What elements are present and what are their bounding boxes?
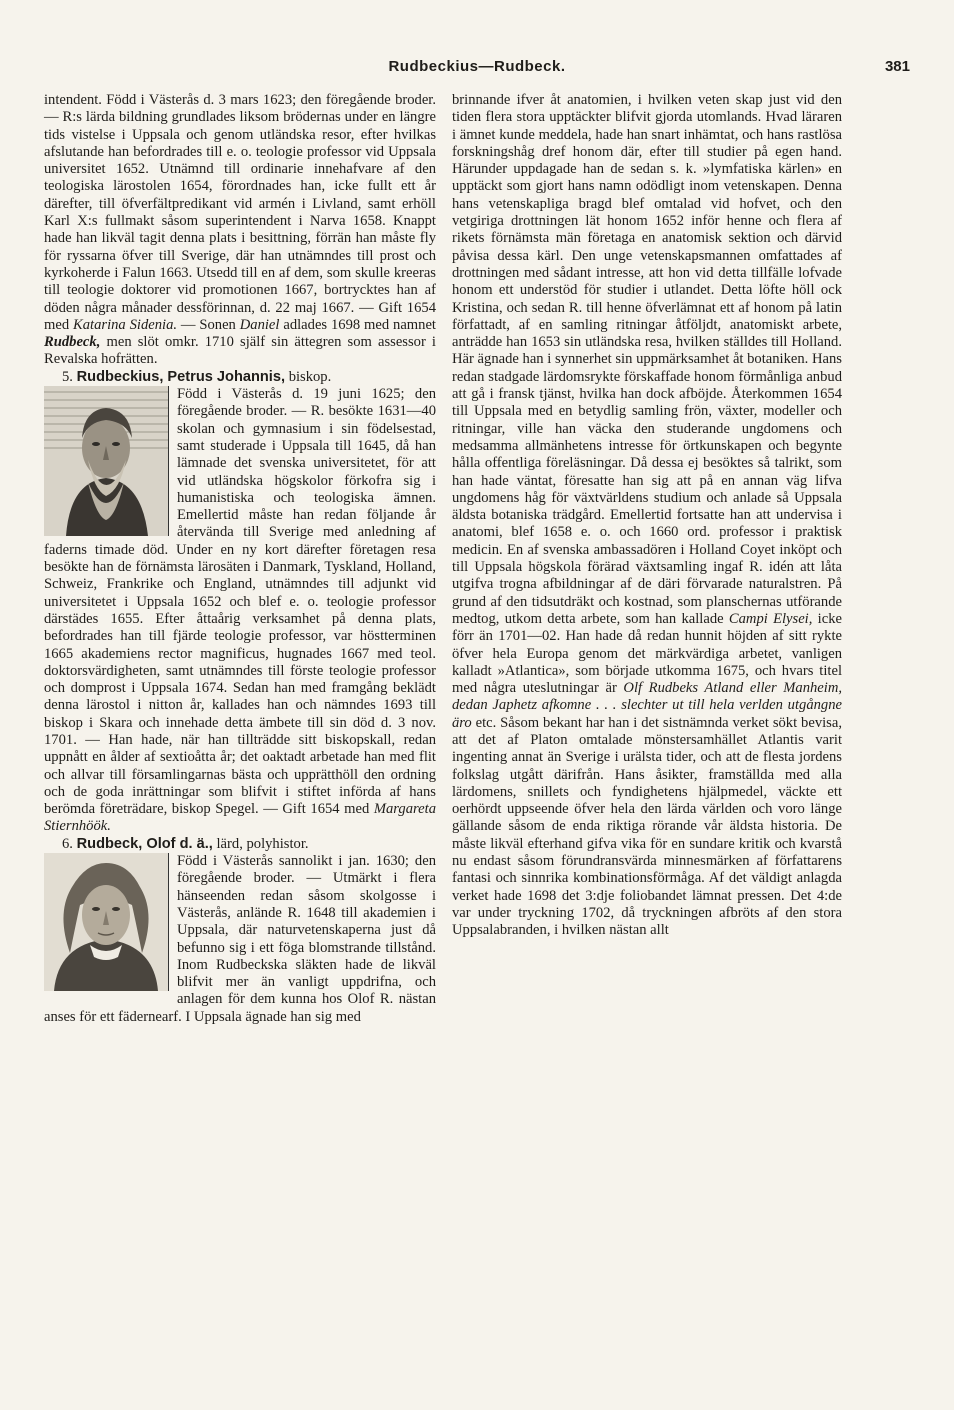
intro-text: intendent. Född i Västerås d. 3 mars 1623; den föregående broder. — R:s lärda bildning grundlades liksom brödernas under en längre tids vistelse i Uppsala och genom utländska resor, efter hvilkas afslutande han befordrades till e. o. teologie professor vid Uppsala universitet 1652. Utnämnd till ordinarie innehafvare af den teologiska lärostolen 1654, förordnades han, icke fullt ett år därefter, till öfverfältpredikant vid armén i Livland, samt erhöll Karl X:s fullmakt såsom superintendent i Narva 1658. Knappt hade han likväl tagit denna plats i besittning, förrän han måste fly för ryssarna öfver till Sverige, där han utnämndes till prost och kyrkoherde i Falun 1663. Utsedd till en af dem, som skulle kreeras till teologie doktorer vid promotionen 1667, bortrycktes han af döden några månader dessförinnan, d. 22 maj 1667. — Gift 1654 med bbox=[44, 92, 436, 333]
right-paragraph bbox=[452, 92, 842, 940]
portrait-engraving-icon bbox=[44, 853, 168, 991]
running-title: Rudbeckius—Rudbeck. bbox=[388, 58, 566, 75]
entry-5-wife: Margareta Stiernhöök. bbox=[44, 801, 436, 835]
portrait-engraving-icon bbox=[44, 386, 168, 536]
entry-5-paragraph bbox=[44, 386, 436, 836]
portrait-olof-rudbeck bbox=[44, 853, 169, 991]
right-text-2: icke förr än 1701—02. Han hade då redan hunnit höjden af sitt rykte öfver hela Europa genom det märkvärdiga arbetet, vanligen kalladt »Atlantica», som började utkomma 1675, och hvars titel med några uteslutningar är bbox=[452, 610, 842, 697]
left-column bbox=[44, 92, 436, 1026]
right-text-1: brinnande ifver åt anatomien, i hvilken veten skap just vid den tiden flera stora upptäckter blifvit gjorda utomlands. Hvad läraren i ämnet kunde meddela, hade han snart inhämtat, och hans rastlösa forskningshåg dref honom där, efter till studier på egen hand. Härunder uppdagade han de sedan s. k. »lymfatiska kärlen» en upptäckt som gjort hans namn odödligt inom vetenskapen. Denna hans vetenskapliga bragd blef omtalad vid hofvet, och den vetgiriga drottningen lät honom 1652 inför henne och flera af rikets förnämsta män företaga en anatomisk sektion och därvid påvisa dessa kärl. Den unge vetenskapsmannen omfattades af drottningen med sådant intresse, att hon vid detta tillfälle lofvade honom ett understöd för studier i utlandet. Detta löfte höll ock Kristina, och sedan R. till henne öfverlämnat ett af honom på latin författadt, af en samling ritningar åtföljdt, anatomiskt arbete, anträdde han 1653 sin utländska resa, hvilken ställdes till Holland. Här ägnade han i synnerhet sin uppmärksamhet åt botaniken. Hans redan stadgade lärdomsrykte förskaffade honom förmånliga anbud att gå i fransk tjänst, hvilka han dock afböjde. Återkommen 1654 till Uppsala med en betydlig samling frön, växter, modeller och ritningar, ville han väcka den studerande ungdomens och medsamma allmänhetens intresse för örtkunskapen och begynte hålla offentliga föreläsningar. Då dessa ej besöktes så talrikt, som han hade väntat, föresatte han sig att på en annan väg lifva ungdomens håg för växtvärldens studium och anlade så Uppsala äldsta botaniska trädgård. Emellertid fortsatte han att undervisa i anatomi, blef 1658 e. o. och 1660 ord. professor i praktisk medicin. En af svenska ambassadören i Holland Coyet inköpt och till Uppsala högskola förärad växtsamling ingaf R. idén att låta utgifva trogna afbildningar af de däri förvarade naturalstren. På grund af den tidsutdräkt och kostnad, som planschernas utförande medtog, utkom detta arbete, som han kallade bbox=[452, 92, 842, 627]
entry-6-number: 6. bbox=[62, 835, 73, 852]
entry-5-heading bbox=[44, 369, 436, 386]
entry-5-role: biskop. bbox=[288, 368, 332, 385]
entry-5-text: Född i Västerås d. 19 juni 1625; den föregående broder. — R. besökte 1631—40 skolan och gymnasium i sin födelsestad, samt studerade i Uppsala till 1645, då han lämnade det svenska universitetet, för att vid utländska högskolor förkofra sig i humanistiska och teologiska ämnen. Emellertid måste han redan följande år återvända till Sverige med anledning af faderns timade död. Under en ny kort därefter företagen resa besökte han de förnämsta lärosäten i Danmark, Tyskland, Holland, Schweiz, Frankrike och England, utnämndes till adjunkt vid universitetet i Uppsala 1652 och blef e. o. teologie professor därstädes 1655. Efter åttaårig verksamhet på denna plats, befordrades han till fjärde teologie professor, var höstterminen 1665 akademiens rector magnificus, hugnades 1667 med teol. doktorsvärdigheten, samt utnämndes till förste teologie professor och domprost i Uppsala 1674. Sedan han med framgång beklädt denna lärostol i nitton år, kallades han och nämndes 1693 till biskop i Skara och innehade detta ämbete till sin död d. 3 nov. 1701. — Han hade, när han tillträdde sitt biskopskall, redan uppnått en ålder af sextioåtta år; det oaktadt arbetade han med flit och allvar till församlingarnas bästa och upprätthöll den ordning och de goda inrättningar som blifvit i stiftet införda af hans berömda företrädare, biskop Spegel. — Gift 1654 med bbox=[44, 386, 436, 818]
entry-5-number: 5. bbox=[62, 368, 73, 385]
intro-mid-text-2: adlades 1698 med namnet bbox=[283, 316, 436, 333]
atland-title: Olf Rudbeks Atland eller Manheim, dedan Japhetz afkomne . . . slechter ut till hela verlden utgångne äro bbox=[452, 680, 843, 731]
entry-6-text: Född i Västerås sannolikt i jan. 1630; den föregående broder. — Utmärkt i flera hänseenden redan såsom skolgosse i Västerås, anlände R. 1648 till akademien i Uppsala, där naturvetenskaperna just då befunno sig i ett föga blomstrande tillstånd. Inom Rudbeckska släkten hade de likväl blifvit mer än vanligt uppdrifna, och anlagen för dem kunna hos Olof R. nästan anses för ett fädernearf. I Uppsala ägnade han sig med bbox=[44, 853, 436, 1025]
son-name: Daniel bbox=[239, 316, 280, 333]
entry-6-role: lärd, polyhistor. bbox=[216, 835, 309, 852]
intro-paragraph bbox=[44, 92, 436, 369]
right-text-3: etc. Såsom bekant har han i det sistnämnda verket sökt bevisa, att det af Platon omtalade mönstersamhället Atlantis varit ingenting annat än Sverige i urälsta tider, och att de flesta jordens folkslag utgått därifrån. Hans åsikter, framställda med alla lärdomens, snillets och fyndighetens hjälpmedel, väckte ett oerhördt uppseende öfver hela den lärda världen och voro länge gällande såsom de enda riktiga rörande vår äldsta historia. De måste likväl efterhand gifva vika för en sundare kritik och kvarstå nu endast såsom förundransvärda minnesmärken af författarens fantasi och sinnrika kombinationsförmåga. Af det väldigt anlagda verket hade 1698 det 3:dje foliobandet lämnat pressen. Det 4:de var under tryckning 1702, då tryckningen afbröts af den stora Uppsalabranden, i hvilken nästan allt bbox=[452, 714, 842, 939]
entry-5-name: Rudbeckius, Petrus Johannis, bbox=[76, 368, 286, 385]
campi-elysei-title: Campi Elysei, bbox=[728, 610, 813, 627]
page-number: 381 bbox=[884, 58, 910, 75]
entry-6-paragraph bbox=[44, 853, 436, 1026]
entry-6-heading bbox=[44, 836, 436, 853]
noble-name: Rudbeck, bbox=[44, 334, 101, 351]
intro-mid-text: — Sonen bbox=[180, 316, 236, 333]
wife-name-1: Katarina Sidenia. bbox=[73, 316, 178, 333]
portrait-petrus-rudbeckius bbox=[44, 386, 169, 536]
intro-end-text: men slöt omkr. 1710 själf sin ättegren som assessor i Revalska hofrätten. bbox=[44, 334, 436, 368]
right-column bbox=[452, 92, 842, 940]
page-header bbox=[44, 58, 910, 82]
entry-6-name: Rudbeck, Olof d. ä., bbox=[76, 835, 213, 852]
